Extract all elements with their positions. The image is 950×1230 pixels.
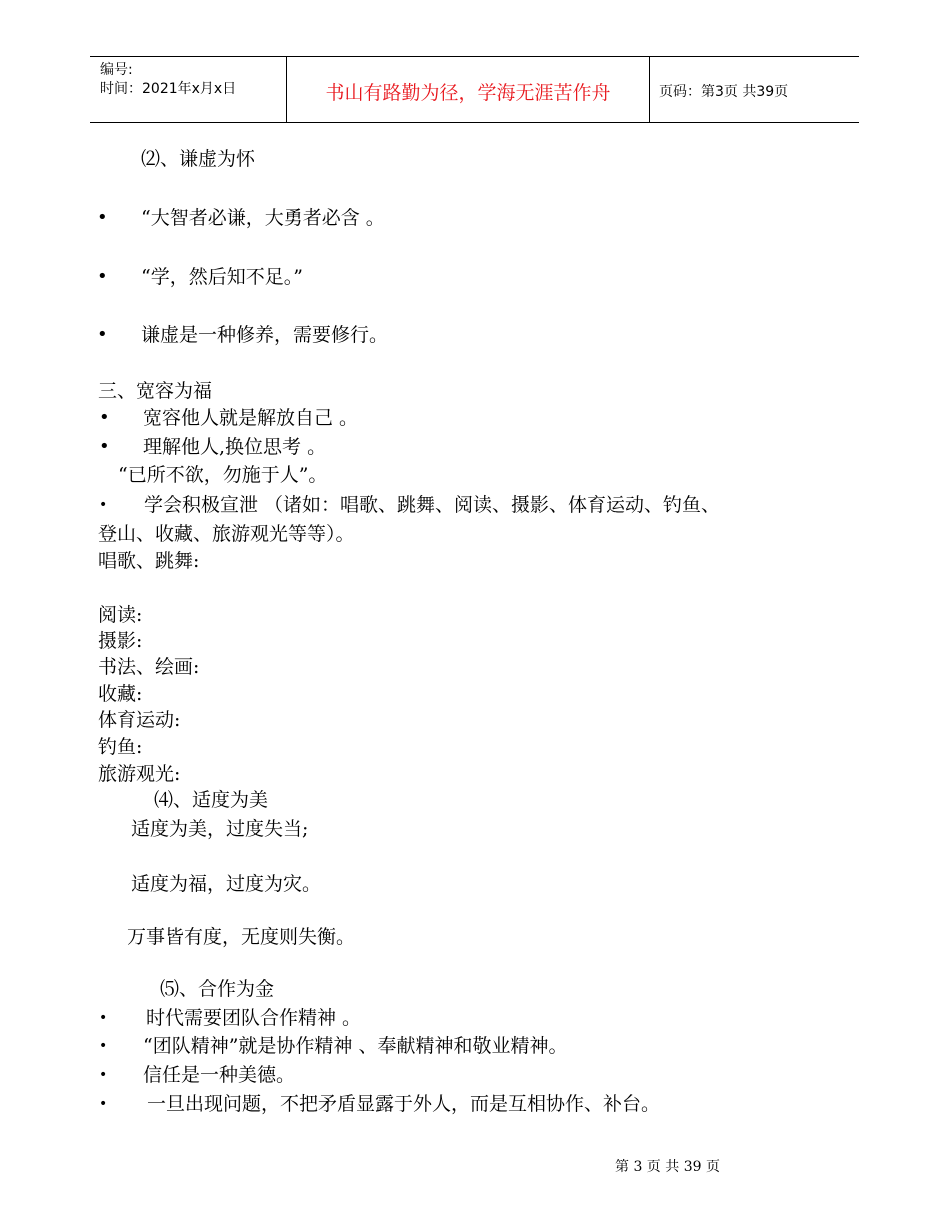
activity-photography: 摄影: [98, 630, 143, 652]
moderation-line-2: 适度为福，过度为灾。 [131, 873, 322, 895]
bullet-icon: • [99, 1010, 108, 1026]
page-footer: 第 3 页 共 39 页 [615, 1159, 720, 1175]
activity-travel: 旅游观光: [98, 763, 181, 785]
activity-collecting: 收藏: [98, 683, 143, 705]
activity-sports: 体育运动: [98, 709, 181, 731]
cooperation-item-3: 信任是一种美德。 [143, 1064, 296, 1086]
activity-reading: 阅读: [98, 604, 143, 626]
bullet-icon: • [99, 436, 110, 457]
serial-label: 编号: [100, 62, 133, 78]
humility-item-2: “学，然后知不足。” [141, 266, 303, 288]
date-label: 时间：2021年x月x日 [100, 81, 237, 97]
bullet-icon: • [99, 407, 110, 428]
venting-line-1: 学会积极宣泄 （诸如：唱歌、跳舞、阅读、摄影、体育运动、钓鱼、 [144, 494, 721, 516]
header-bottom-rule [90, 122, 859, 123]
page-info: 页码：第3页 共39页 [659, 84, 789, 100]
activity-fishing: 钓鱼: [98, 736, 143, 758]
tolerance-item-1: 宽容他人就是解放自己 。 [143, 407, 359, 429]
bullet-icon: • [97, 324, 108, 345]
activity-singing-dancing: 唱歌、跳舞: [98, 550, 200, 572]
tolerance-item-2: 理解他人,换位思考 。 [143, 436, 327, 458]
activity-calligraphy: 书法、绘画: [98, 656, 200, 678]
section-4-title: ⑷、适度为美 [154, 789, 269, 811]
humility-item-1: “大智者必谦，大勇者必含 。 [141, 207, 385, 229]
bullet-icon: • [97, 207, 108, 228]
bullet-icon: • [99, 1096, 108, 1112]
header-motto: 书山有路勤为径，学海无涯苦作舟 [325, 82, 611, 104]
bullet-icon: • [99, 1067, 108, 1083]
section-5-title: ⑸、合作为金 [160, 978, 275, 1000]
golden-rule-quote: “已所不欲，勿施于人”。 [118, 464, 328, 486]
moderation-line-3: 万事皆有度，无度则失衡。 [127, 926, 356, 948]
bullet-icon: • [99, 1038, 108, 1054]
section-3-title: 三、宽容为福 [98, 380, 213, 402]
cooperation-item-1: 时代需要团队合作精神 。 [146, 1007, 362, 1029]
cooperation-item-2: “团队精神”就是协作精神 、奉献精神和敬业精神。 [143, 1035, 568, 1057]
section-2-title: ⑵、谦虚为怀 [141, 148, 256, 170]
moderation-line-1: 适度为美，过度失当; [131, 818, 309, 840]
humility-item-3: 谦虚是一种修养，需要修行。 [141, 324, 389, 346]
header-top-rule [90, 56, 859, 57]
header-divider-right [649, 57, 650, 122]
bullet-icon: • [99, 497, 108, 513]
venting-line-2: 登山、收藏、旅游观光等等）。 [98, 523, 355, 545]
bullet-icon: • [97, 266, 108, 287]
cooperation-item-4: 一旦出现问题，不把矛盾显露于外人，而是互相协作、补台。 [147, 1093, 661, 1115]
